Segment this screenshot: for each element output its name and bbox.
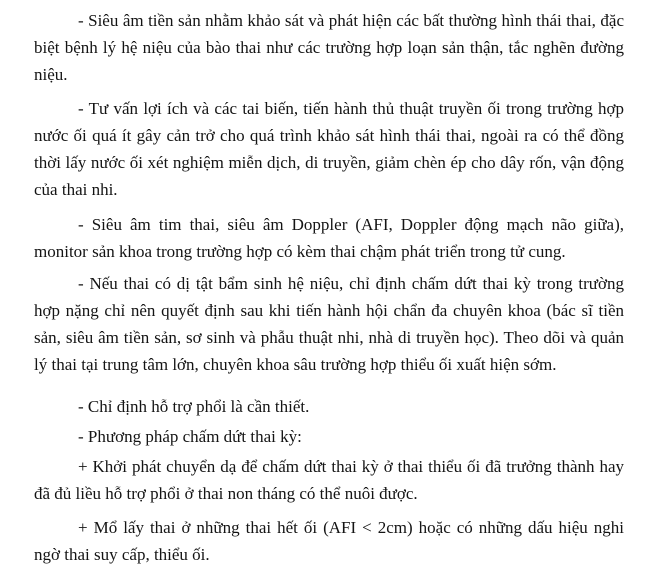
paragraph-termination-methods: - Phương pháp chấm dứt thai kỳ:: [78, 427, 302, 446]
paragraph-fetal-echo-doppler: - Siêu âm tim thai, siêu âm Doppler (AFI, Doppler động mạch não giữa), monitor sản khoa trong trường hợp có kèm thai chậm phát triển trong tử cung.: [34, 215, 624, 261]
paragraph-urinary-malformation: - Nếu thai có dị tật bẩm sinh hệ niệu, chỉ định chấm dứt thai kỳ trong trường hợp nặng chỉ nên quyết định sau khi tiến hành hội chẩn đa chuyên khoa (bác sĩ tiền sản, siêu âm tiền sản, sơ sinh và phẫu thuật nhi, nhà di truyền học). Theo dõi và quản lý thai tại trung tâm lớn, chuyên khoa sâu trường hợp thiểu ối xuất hiện sớm.: [34, 274, 624, 374]
paragraph-cesarean-section: + Mổ lấy thai ở những thai hết ối (AFI < 2cm) hoặc có những dấu hiệu nghi ngờ thai suy cấp, thiểu ối.: [34, 518, 624, 564]
paragraph-labor-induction: + Khởi phát chuyển dạ để chấm dứt thai kỳ ở thai thiểu ối đã trưởng thành hay đã đủ liều hỗ trợ phổi ở thai non tháng có thể nuôi được.: [34, 457, 624, 503]
paragraph-prenatal-ultrasound: - Siêu âm tiền sản nhằm khảo sát và phát hiện các bất thường hình thái thai, đặc biệt bệnh lý hệ niệu của bào thai như các trường hợp loạn sản thận, tắc nghẽn đường niệu.: [34, 11, 624, 84]
paragraph-lung-maturation: - Chỉ định hỗ trợ phổi là cần thiết.: [78, 397, 310, 416]
paragraph-amnioinfusion-counseling: - Tư vấn lợi ích và các tai biến, tiến hành thủ thuật truyền ối trong trường hợp nước ối quá ít gây cản trở cho quá trình khảo sát hình thái thai, ngoài ra có thể đồng thời lấy nước ối xét nghiệm miễn dịch, di truyền, giảm chèn ép cho dây rốn, vận động của thai nhi.: [34, 99, 624, 199]
